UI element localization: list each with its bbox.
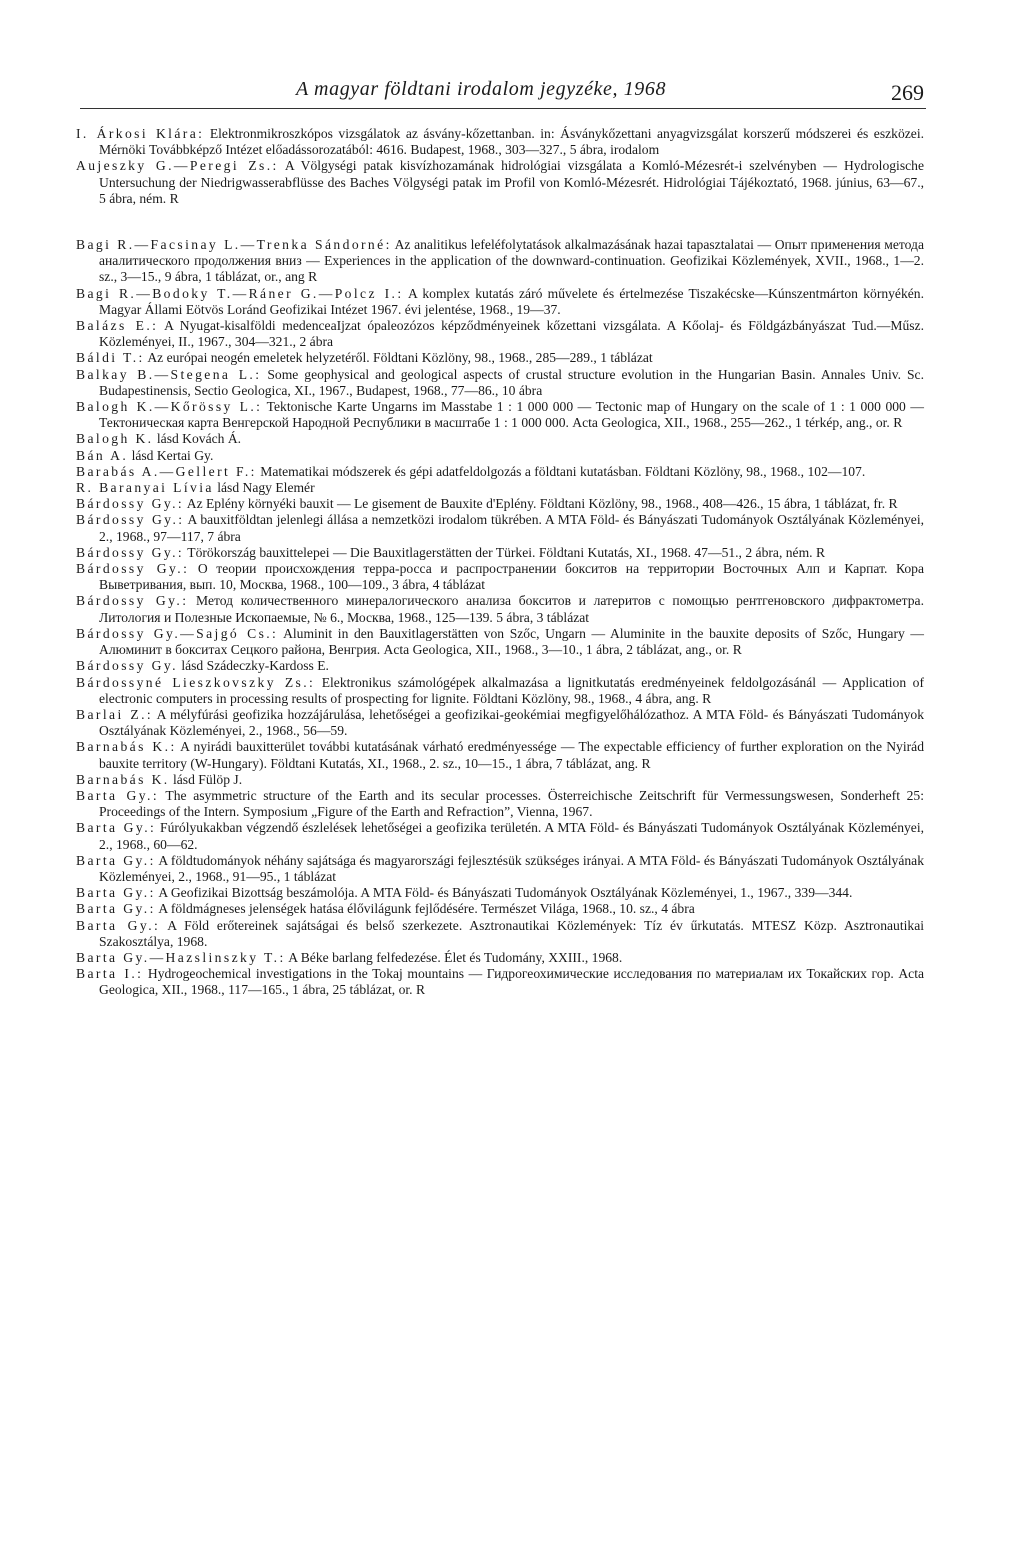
- bibliography-entry: [76, 237, 924, 286]
- bibliography-entry: [76, 561, 924, 593]
- entry-author: Barabás A.—Gellert F.:: [76, 463, 257, 479]
- bibliography-entry: [76, 464, 924, 480]
- bibliography-entry: [76, 853, 924, 885]
- entry-author: Bárdossy Gy.:: [76, 561, 190, 577]
- entry-text: A nyirádi bauxitterület további kutatásának várható eredményessége — The expectable efficiency of further exploration on the Nyirád bauxite territory (W-Hungary). Földtani Kutatás, XI., 1968., 2. sz., 10—15., 1 ábra, 7 táblázat, ang. R: [99, 739, 924, 771]
- entry-text: A mélyfúrási geofizika hozzájárulása, lehetőségei a geofizikai-geokémiai megfigyelőhálózathoz. A MTA Föld- és Bányászati Tudományok Osztályának Közleményei, 2., 1968., 56—59.: [99, 706, 925, 739]
- entry-text: A Völgységi patak kisvízhozamának hidrológiai vizsgálata a Komló-Mézesrét-i szelvényben — Hydrologische Untersuchung der Niedrigwasserabflüsse des Baches Völgységi patak im Profil von Komló-Mézesrét. Hidrológiai Tájékoztató, 1968. június, 63—67., 5 ábra, ném. R: [99, 158, 924, 206]
- bibliography-entry: [76, 431, 924, 447]
- entry-text: Az európai neogén emeletek helyzetéről. Földtani Közlöny, 98., 1968., 285—289., 1 táblázat: [144, 350, 653, 366]
- entry-author: Bárdossy Gy.:: [76, 496, 185, 512]
- entry-author: Barta Gy.:: [76, 787, 159, 803]
- entry-author: Bárdossy Gy.:: [76, 593, 189, 609]
- entry-author: Bárdossyné Lieszkovszky Zs.:: [76, 674, 316, 690]
- running-title: A magyar földtani irodalom jegyzéke, 1968: [296, 78, 667, 100]
- bibliography-entry: [76, 950, 924, 966]
- entry-text: lásd Kovách Á.: [153, 431, 242, 447]
- entry-author: Báldi T.:: [76, 350, 145, 366]
- entry-author: Bárdossy Gy.:: [76, 512, 185, 528]
- bibliography-entry: [76, 158, 924, 207]
- entry-author: Bárdossy Gy.: [76, 658, 178, 674]
- entry-text: Elektronikus számológépek alkalmazása a lignitkutatás eredményeinek feldolgozásánál — Application of electronic computers in processing results of prospecting for lignite. Földtani Közlöny, 98., 1968., 4 ábra, ang. R: [99, 674, 924, 706]
- entry-author: Bárdossy Gy.:: [76, 544, 185, 560]
- entry-author: Barnabás K.: [76, 771, 170, 787]
- bibliography-entry: [76, 675, 924, 707]
- bibliography-entry: [76, 658, 924, 674]
- entry-text: A földmágneses jelenségek hatása élővilágunk fejlődésére. Természet Világa, 1968., 10. sz., 4 ábra: [155, 901, 695, 917]
- entry-author: Balogh K.: [76, 431, 154, 447]
- entry-text: Az Eplény környéki bauxit — Le gisement de Bauxite d'Eplény. Földtani Közlöny, 98., 1968., 408—426., 15 ábra, 1 táblázat, fr. R: [184, 496, 898, 512]
- bibliography-entry: [76, 772, 924, 788]
- entry-author: Barta I.:: [76, 966, 144, 982]
- bibliography-entry: [76, 399, 924, 431]
- entry-text: Az analitikus lefeléfolytatások alkalmazásának hazai tapasztalatai — Опыт применения метода аналитического продолжения вниз — Experiences in the application of the downward-continuation. Geofizikai Közlemények, XVII., 1968., 1—2. sz., 3—15., 9 ábra, 1 táblázat, or., ang R: [99, 237, 924, 285]
- entry-text: Elektronmikroszkópos vizsgálatok az ásvány-kőzettanban. in: Ásványkőzettani anyagvizsgálat korszerű módszerei és eszközei. Mérnöki Továbbképző Intézet előadássorozatából: 4616. Budapest, 1968., 303—327., 5 ábra, irodalom: [99, 126, 924, 158]
- entry-text: A komplex kutatás záró művelete és értelmezése Tiszakécske—Kúnszentmárton környékén. Magyar Állami Eötvös Loránd Geofizikai Intézet 1967. évi jelentése, 1968., 19—37.: [99, 285, 924, 317]
- entry-text: A földtudományok néhány sajátsága és magyarországi fejlesztésük szükséges irányai. A MTA Föld- és Bányászati Tudományok Osztályának Közleményei, 2., 1968., 91—95., 1 táblázat: [99, 852, 924, 884]
- entry-author: I. Árkosi Klára:: [76, 126, 205, 141]
- entry-text: lásd Fülöp J.: [169, 771, 243, 787]
- bibliography-entry: [76, 593, 924, 625]
- page-header: [80, 72, 926, 112]
- bibliography-entry: [76, 901, 924, 917]
- entry-text: lásd Kertai Gy.: [128, 447, 214, 463]
- bibliography-entry: [76, 350, 924, 366]
- entry-text: Fúrólyukakban végzendő észlelések lehetőségei a geofizika területén. A MTA Föld- és Bányászati Tudományok Osztályának Közleményei, 2., 1968., 60—62.: [99, 820, 925, 852]
- bibliography-entry: [76, 367, 924, 399]
- entry-text: A bauxitföldtan jelenlegi állása a nemzetközi irodalom tükrében. A MTA Föld- és Bányászati Tudományok Osztályának Közleményei, 2., 1968., 97—117, 7 ábra: [99, 512, 925, 544]
- bibliography-entry: [76, 318, 924, 350]
- entry-author: Barta Gy.:: [76, 917, 161, 933]
- entry-author: Bagi R.—Bodoky T.—Ráner G.—Polcz I.:: [76, 285, 404, 301]
- entry-text: Some geophysical and geological aspects of crustal structure evolution in the Hungarian Basin. Annales Univ. Sc. Budapestinensis, Sectio Geologica, XI., 1967., Budapest, 1968., 77—86., 10 ábra: [99, 366, 924, 398]
- bibliography-entry: [76, 512, 924, 544]
- entry-text: A Föld erőtereinek sajátságai és belső szerkezete. Asztronautikai Közlemények: Tíz év űrkutatás. MTESZ Közp. Asztronautikai Szakosztálya, 1968.: [99, 917, 925, 949]
- bibliography-entry: [76, 545, 924, 561]
- entry-text: lásd Szádeczky-Kardoss E.: [177, 658, 329, 674]
- entry-author: Barta Gy.:: [76, 852, 156, 868]
- entry-author: Balogh K.—Kőrössy L.:: [76, 399, 263, 415]
- bibliography-entry: [76, 286, 924, 318]
- entry-author: Balkay B.—Stegena L.:: [76, 366, 262, 382]
- entry-text: О теории происхождения терра-росса и распространении бокситов на территории Восточных Алп и Карпат. Кора Выветривания, вып. 10, Москва, 1968., 100—109., 3 ábra, 4 táblázat: [99, 561, 924, 593]
- bibliography-entry: [76, 788, 924, 820]
- entry-author: Balázs E.:: [76, 318, 159, 334]
- entry-author: Barta Gy.:: [76, 820, 157, 836]
- entry-author: Barta Gy.:: [76, 901, 156, 917]
- entry-text: A Nyugat-kisalföldi medenceaIjzat ópaleozózos képződményeinek kőzettani vizsgálata. A Kőolaj- és Földgázbányászat Tud.—Műsz. Közleményei, II., 1967., 304—321., 2 ábra: [99, 318, 924, 350]
- entry-text: Tektonische Karte Ungarns im Masstabe 1 : 1 000 000 — Tectonic map of Hungary on the scale of 1 : 1 000 000 — Тектоническая карта Венгерской Народной Республики в масштабе 1 : 1 000 000. Acta Geologica, XII., 1968., 255—262., 1 térkép, ang., or. R: [99, 399, 924, 431]
- bibliography-entry: [76, 739, 924, 771]
- entry-author: Bagi R.—Facsinay L.—Trenka Sándorné:: [76, 237, 392, 253]
- bibliography-entry: [76, 966, 924, 998]
- entry-author: Bárdossy Gy.—Sajgó Cs.:: [76, 625, 279, 641]
- bibliography-entry: [76, 820, 924, 852]
- entry-author: Aujeszky G.—Peregi Zs.:: [76, 158, 279, 174]
- entry-author: Barnabás K.:: [76, 739, 177, 755]
- entry-author: Barta Gy.:: [76, 885, 156, 901]
- entry-text: lásd Nagy Elemér: [213, 480, 315, 496]
- bibliography-entry: [76, 707, 924, 739]
- entry-text: The asymmetric structure of the Earth and its secular processes. Österreichische Zeitschrift für Vermessungswesen, Sonderheft 25: Proceedings of the Intern. Symposium „Figure of the Earth and Refraction”, Vienna, 1967.: [99, 787, 924, 820]
- entry-text: A Geofizikai Bizottság beszámolója. A MTA Föld- és Bányászati Tudományok Osztályának Közleményei, 1., 1967., 339—344.: [155, 885, 853, 901]
- entry-text: Aluminit in den Bauxitlagerstätten von Szőc, Ungarn — Aluminite in the bauxite deposits of Szőc, Hungary — Алюминит в бокситах Сецкого района, Венгрия. Acta Geologica, XII., 1968., 3—10., 1 ábra, 2 táblázat, ang., or. R: [99, 625, 924, 658]
- entry-text: Törökország bauxittelepei — Die Bauxitlagerstätten der Türkei. Földtani Kutatás, XI., 1968. 47—51., 2 ábra, ném. R: [184, 544, 826, 560]
- entry-text: Hydrogeochemical investigations in the Tokaj mountains — Гидрогеохимические исследования по материалам их Токайских гор. Acta Geologica, XII., 1968., 117—165., 1 ábra, 25 táblázat, or. R: [99, 966, 925, 998]
- bibliography-entry: [76, 448, 924, 464]
- header-rule: [80, 108, 926, 109]
- page-number: 269: [891, 80, 924, 105]
- bibliography-entry: [76, 126, 924, 158]
- entry-text: Matematikai módszerek és gépi adatfeldolgozás a földtani kutatásban. Földtani Közlöny, 98., 1968., 102—107.: [256, 463, 866, 479]
- bibliography-list: [76, 126, 924, 999]
- bibliography-entry: [76, 480, 924, 496]
- entry-author: R. Baranyai Lívia: [76, 480, 214, 496]
- bibliography-entry: [76, 918, 924, 950]
- entry-author: Barlai Z.:: [76, 706, 154, 722]
- bibliography-entry: [76, 496, 924, 512]
- entry-author: Barta Gy.—Hazslinszky T.:: [76, 949, 286, 965]
- entry-author: Bán A.: [76, 447, 129, 463]
- bibliography-entry: [76, 626, 924, 658]
- entry-text: A Béke barlang felfedezése. Élet és Tudomány, XXIII., 1968.: [285, 949, 623, 965]
- bibliography-entry: [76, 885, 924, 901]
- entry-text: Метод количественного минералогического анализа бокситов и латеритов с помощью рентгеновского дифрактометра. Литология и Полезные Ископаемые, № 6., Москва, 1968., 125—139. 5 ábra, 3 táblázat: [99, 593, 924, 625]
